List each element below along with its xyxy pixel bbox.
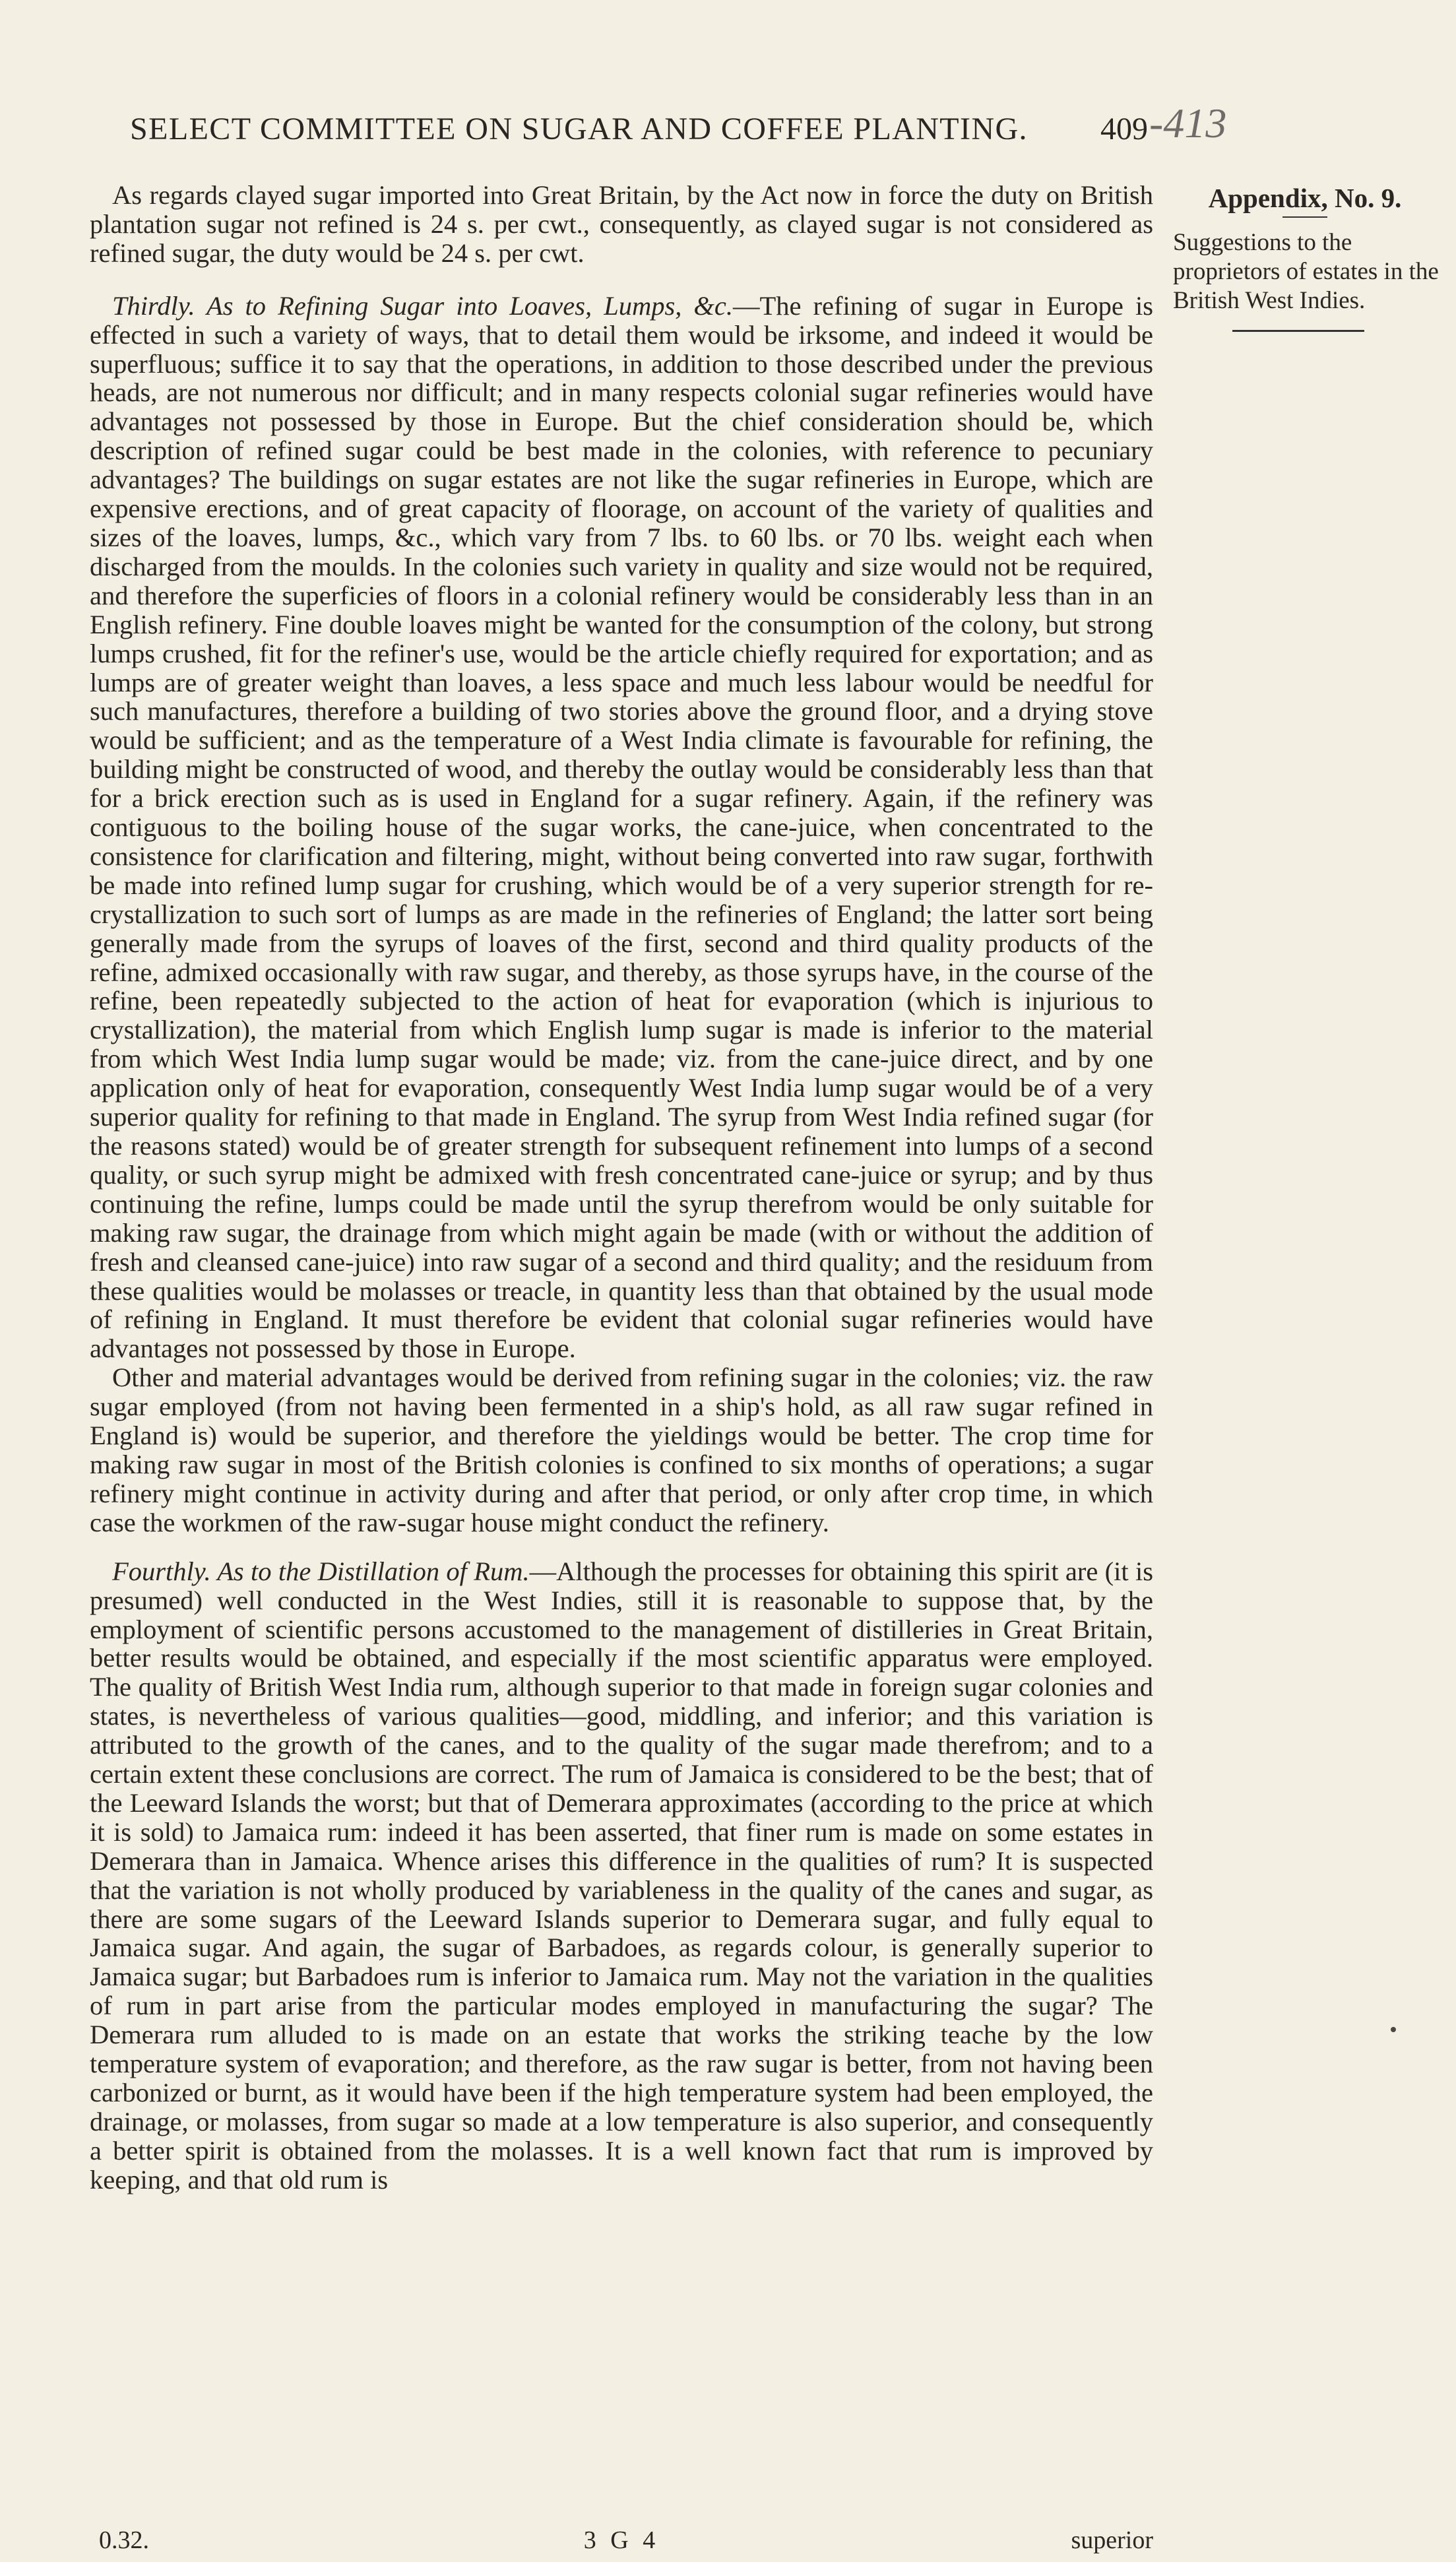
body-text [90,181,1153,2194]
marginal-divider [1282,216,1327,218]
paragraph-clayed-sugar: As regards clayed sugar imported into Great Britain, by the Act now in force the duty on British plantation sugar not refined is 24 s. per cwt., consequently, as clayed sugar is not considered as refined sugar, the duty would be 24 s. per cwt. [90,180,1153,268]
signature-mark: 3 G 4 [583,2526,660,2554]
marginal-note [1166,183,1443,332]
catchword: superior [1071,2526,1153,2554]
paragraph-distillation-text: —Although the processes for obtaining this spirit are (it is presumed) well conducted in the West Indies, still it is reasonable to suppose that, by the employment of scientific persons accustomed to the management of distilleries in Great Britain, better results would be obtained, and especially if the most scientific apparatus were employed. The quality of British West India rum, although superior to that made in foreign sugar colonies and states, is nevertheless of various qualities—good, middling, and inferior; and this variation is attributed to the growth of the canes, and to the quality of the sugar made therefrom; and to a certain extent these conclusions are correct. The rum of Jamaica is considered to be the best; that of the Leeward Islands the worst; but that of Demerara approximates (according to the price at which it is sold) to Jamaica rum: indeed it has been asserted, that finer rum is made on some estates in Demerara than in Jamaica. Whence arises this difference in the qualities of rum? It is suspected that the variation is not wholly produced by variableness in the quality of the canes and sugar, as there are some sugars of the Leeward Islands superior to Demerara sugar, and fully equal to Jamaica sugar. And again, the sugar of Barbadoes, as regards colour, is generally superior to Jamaica sugar; but Barbadoes rum is inferior to Jamaica rum. May not the variation in the qualities of rum in part arise from the particular modes employed in manufacturing the sugar? The Demerara rum alluded to is made on an estate that works the striking teache by the low temperature system of evaporation; and therefore, as the raw sugar is better, from not having been carbonized or burnt, as it would have been if the high temperature system had been employed, the drainage, or molasses, from sugar so made at a low temperature is also superior, and consequently a better spirit is obtained from the molasses. It is a well known fact that rum is improved by keeping, and that old rum is [90,1556,1153,2194]
appendix-label: Appendix, No. 9. [1208,183,1402,213]
section-heading-distillation: Fourthly. As to the Distillation of Rum. [112,1556,530,1586]
paragraph-refining-text: —The refining of sugar in Europe is effected in such a variety of ways, that to detail them would be irksome, and indeed it would be superfluous; suffice it to say that the operations, in addition to those described under the previous heads, are not numerous nor difficult; and in many respects colonial sugar refineries would have advantages not possessed by those in Europe. But the chief consideration should be, which description of refined sugar could be best made in the colonies, with reference to pecuniary advantages? The buildings on sugar estates are not like the sugar refineries in Europe, which are expensive erections, and of great capacity of floorage, on account of the variety of qualities and sizes of the loaves, lumps, &c., which vary from 7 lbs. to 60 lbs. or 70 lbs. weight each when discharged from the moulds. In the colonies such variety in quality and size would not be required, and therefore the superficies of floors in a colonial refinery would be considerably less than in an English refinery. Fine double loaves might be wanted for the consumption of the colony, but strong lumps crushed, fit for the refiner's use, would be the article chiefly required for exportation; and as lumps are of greater weight than loaves, a less space and much less labour would be needful for such manufactures, therefore a building of two stories above the ground floor, and a drying stove would be sufficient; and as the temperature of a West India climate is favourable for refining, the building might be constructed of wood, and thereby the outlay would be considerably less than that for a brick erection such as is used in England for a sugar refinery. Again, if the refinery was contiguous to the boiling house of the sugar works, the cane-juice, when concentrated to the consistence for clarification and filtering, might, without being converted into raw sugar, forthwith be made into refined lump sugar for crushing, which would be of a very superior strength for re-crystallization to such sort of lumps as are made in the refineries of England; the latter sort being generally made from the syrups of loaves of the first, second and third quality products of the refine, admixed occasionally with raw sugar, and thereby, as those syrups have, in the course of the refine, been repeatedly subjected to the action of heat for evaporation (which is injurious to crystallization), the material from which English lump sugar is made is inferior to the material from which West India lump sugar would be made; viz. from the cane-juice direct, and by one application only of heat for evaporation, consequently West India lump sugar would be of a very superior quality for refining to that made in England. The syrup from West India refined sugar (for the reasons stated) would be of greater strength for subsequent refinement into lumps of a second quality, or such syrup might be admixed with fresh concentrated cane-juice or syrup; and by thus continuing the refine, lumps could be made until the syrup therefrom would be only suitable for making raw sugar, the drainage from which might again be made (with or without the addition of fresh and cleansed cane-juice) into raw sugar of a second and third quality; and the residuum from these qualities would be molasses or treacle, in quantity less than that obtained by the usual mode of refining in England. It must therefore be evident that colonial sugar refineries would have advantages not possessed by those in Europe. [90,290,1153,1364]
ink-speck [1391,2027,1396,2032]
page-number: 409 [1100,112,1148,146]
marginal-rule [1232,330,1364,332]
running-head: SELECT COMMITTEE ON SUGAR AND COFFEE PLANTING. [130,112,1028,146]
paragraph-distillation [90,1557,1153,2194]
section-heading-refining: Thirdly. As to Refining Sugar into Loaves, Lumps, &c. [112,290,734,321]
paragraph-advantages: Other and material advantages would be derived from refining sugar in the colonies; viz. the raw sugar employed (from not having been fermented in a ship's hold, as all raw sugar refined in England is) would be superior, and therefore the yieldings would be better. The crop time for making raw sugar in most of the British colonies is confined to six months of operations; a sugar refinery might continue in activity during and after that period, or only after crop time, in which case the workmen of the raw-sugar house might conduct the refinery. [90,1362,1153,1537]
footer-left: 0.32. [99,2526,149,2554]
paragraph-refining [90,292,1153,1364]
handwritten-folio: -413 [1149,100,1227,146]
page-footer [90,2526,1153,2559]
marginal-subject: Suggestions to the proprietors of estates in the British West Indies. [1173,229,1439,314]
